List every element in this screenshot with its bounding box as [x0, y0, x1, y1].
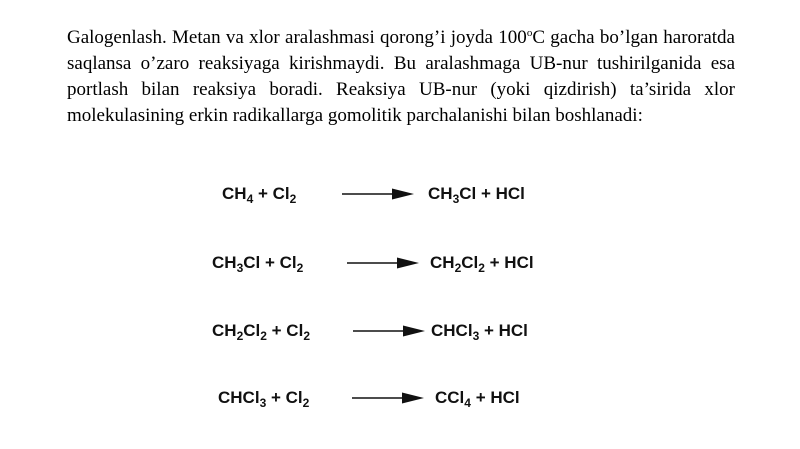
reaction-equation: [212, 320, 572, 350]
equation-products: [430, 252, 534, 274]
equation-reactants: [212, 320, 310, 342]
formula-text: Cl + Cl: [243, 253, 297, 272]
formula-subscript: 4: [246, 192, 254, 206]
paragraph-text-start: Galogenlash. Metan va xlor aralashmasi qorong’i joyda 100: [67, 27, 527, 48]
formula-text: Cl: [243, 321, 261, 340]
reaction-arrow-icon: [353, 324, 425, 338]
formula-subscript: 3: [236, 261, 244, 275]
formula-subscript: 2: [236, 329, 244, 343]
formula-text: CHCl: [218, 388, 260, 407]
equation-reactants: [212, 252, 303, 274]
intro-paragraph: [67, 25, 735, 129]
formula-subscript: 2: [454, 261, 462, 275]
reaction-equation: [222, 183, 562, 213]
formula-text: + HCl: [479, 321, 528, 340]
equation-reactants: [222, 183, 296, 205]
formula-subscript: 2: [303, 329, 310, 343]
formula-subscript: 2: [289, 192, 297, 206]
equation-products: [431, 320, 528, 342]
degree-superscript: o: [526, 27, 533, 39]
formula-subscript: 3: [259, 396, 267, 410]
formula-text: + Cl: [266, 321, 304, 340]
reaction-equation: [218, 387, 558, 417]
formula-text: CH: [428, 184, 453, 203]
formula-text: Cl: [461, 253, 479, 272]
formula-subscript: 4: [464, 396, 471, 410]
formula-subscript: 2: [260, 329, 267, 343]
reaction-arrow-icon: [342, 187, 414, 201]
formula-text: + HCl: [484, 253, 534, 272]
formula-subscript: 3: [472, 329, 480, 343]
formula-text: CH: [212, 321, 237, 340]
reaction-equation: [212, 252, 572, 282]
paragraph-text-end: C gacha bo’lgan haroratda saqlansa o’zaro reaksiyaga kirishmaydi. Bu aralashmaga UB-nur tushirilganida esa portlash bilan reaksiya boradi. Reaksiya UB-nur (yoki qizdirish) ta’sirida xlor molekulasining erkin radikallarga gomolitik parchalanishi bilan boshlanadi:: [67, 27, 735, 126]
equation-products: [435, 387, 520, 409]
formula-text: Cl + HCl: [459, 184, 525, 203]
equation-products: [428, 183, 525, 205]
formula-subscript: 3: [452, 192, 460, 206]
reaction-arrow-icon: [352, 391, 424, 405]
formula-text: + HCl: [470, 388, 520, 407]
formula-subscript: 2: [302, 396, 310, 410]
formula-text: + Cl: [253, 184, 290, 203]
formula-text: + Cl: [266, 388, 303, 407]
formula-text: CH: [222, 184, 247, 203]
formula-subscript: 2: [296, 261, 304, 275]
equation-reactants: [218, 387, 309, 409]
reaction-arrow-icon: [347, 256, 419, 270]
formula-text: CH: [430, 253, 455, 272]
formula-text: CHCl: [431, 321, 473, 340]
formula-subscript: 2: [478, 261, 485, 275]
formula-text: CCl: [435, 388, 465, 407]
formula-text: CH: [212, 253, 237, 272]
